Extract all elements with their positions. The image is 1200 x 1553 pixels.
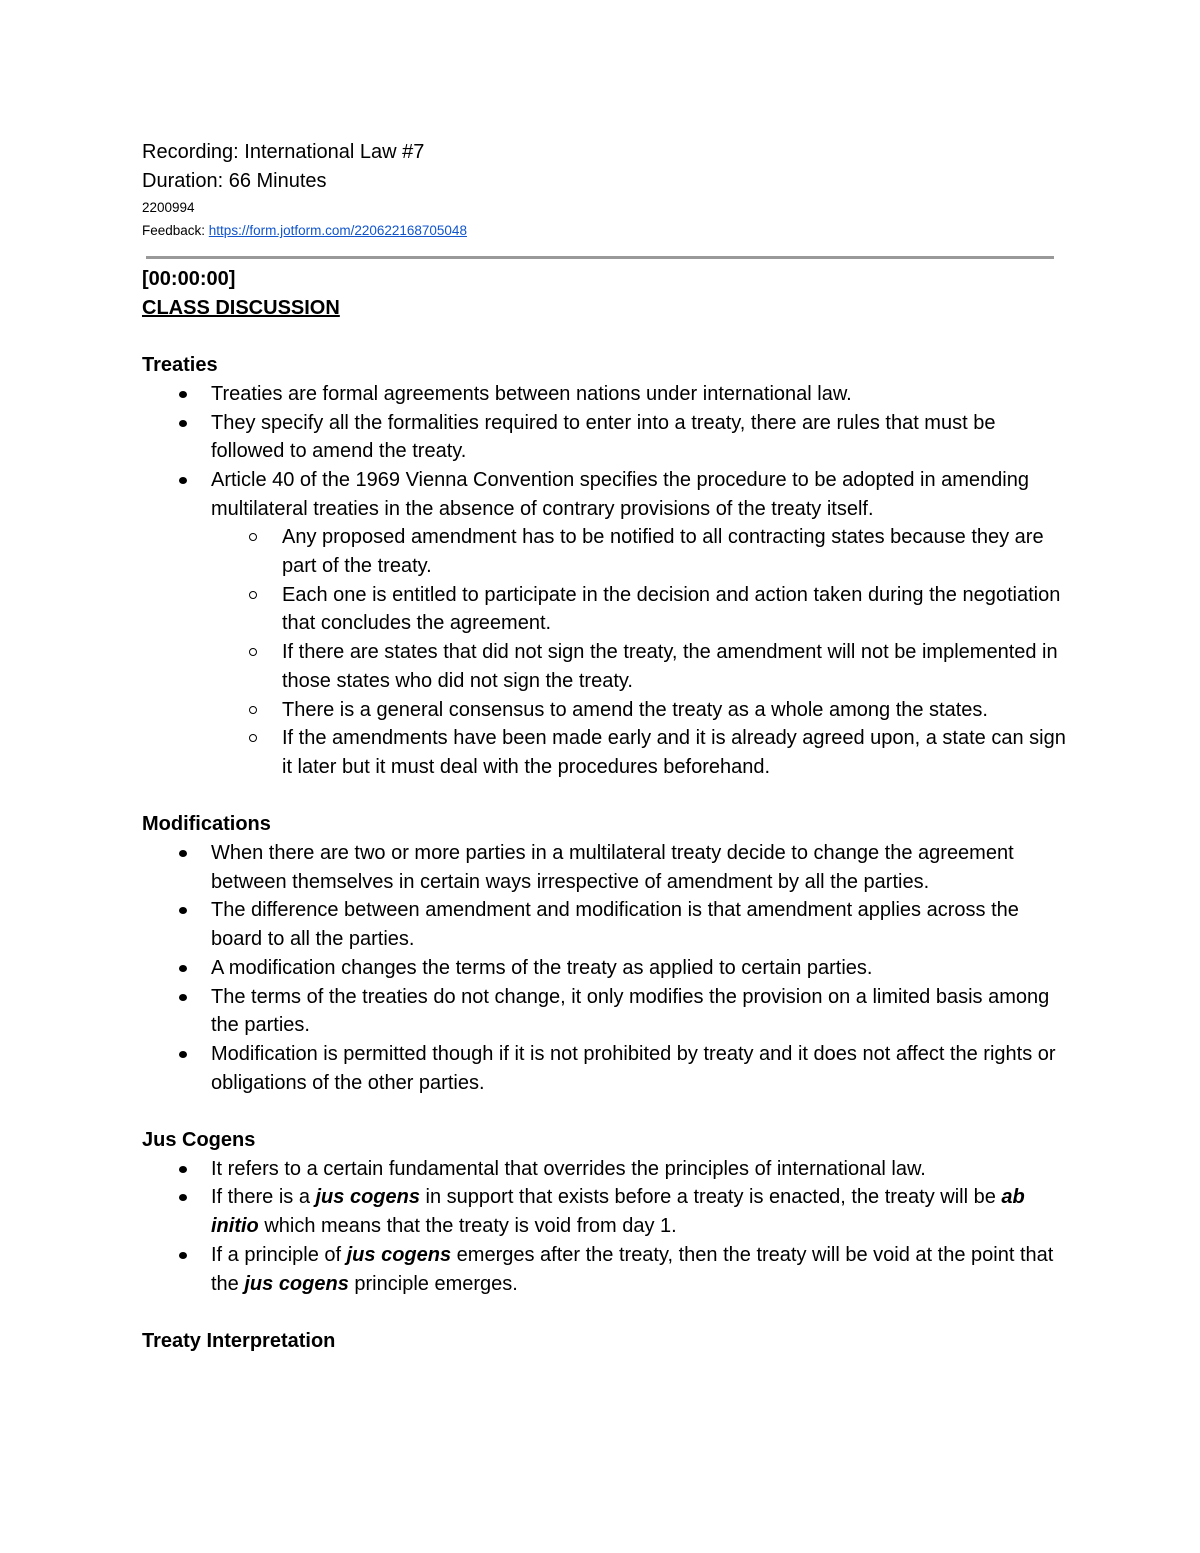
section-title-treaty-interpretation: Treaty Interpretation [142, 1329, 336, 1352]
timestamp: [00:00:00] [142, 268, 236, 290]
list-item: The difference between amendment and modification is that amendment applies across the board to all the parties. [142, 896, 1072, 953]
text-run: which means that the treaty is void from day 1. [258, 1215, 677, 1238]
duration-line: Duration: 66 Minutes [142, 170, 327, 192]
document-body [142, 265, 1072, 1356]
sub-list-item: There is a general consensus to amend the treaty as a whole among the states. [211, 696, 1072, 725]
text-run: If there is a [211, 1186, 316, 1209]
term-jus-cogens: jus cogens [346, 1243, 452, 1266]
recording-id: 2200994 [142, 200, 195, 215]
text-run: emerges after the treaty, then the treaty will be void at the point that the [211, 1243, 1054, 1295]
list-item: The terms of the treaties do not change, it only modifies the provision on a limited basis among the parties. [142, 983, 1072, 1040]
feedback-line [142, 219, 1062, 242]
recording-title: Recording: International Law #7 [142, 141, 425, 163]
section-title-treaties: Treaties [142, 354, 218, 377]
sub-list-item: If the amendments have been made early and it is already agreed upon, a state can sign it later but it must deal with the procedures beforehand. [211, 724, 1072, 781]
section-title-modifications: Modifications [142, 813, 271, 836]
list-item: Treaties are formal agreements between nations under international law. [142, 380, 1072, 409]
term-jus-cogens: jus cogens [244, 1272, 349, 1295]
sub-list-item: If there are states that did not sign the treaty, the amendment will not be implemented in those states who did not sign the treaty. [211, 638, 1072, 695]
treaties-sublist [211, 523, 1072, 781]
list-item [142, 466, 1072, 782]
document-header [142, 138, 1062, 242]
term-ab-initio: ab initio [211, 1186, 1025, 1238]
list-item [142, 1241, 1072, 1298]
treaties-list [142, 380, 1072, 782]
term-jus-cogens: jus cogens [315, 1186, 420, 1209]
section-title-jus-cogens: Jus Cogens [142, 1129, 256, 1152]
list-item [142, 1183, 1072, 1240]
list-item: A modification changes the terms of the treaty as applied to certain parties. [142, 954, 1072, 983]
list-item: They specify all the formalities required to enter into a treaty, there are rules that must be followed to amend the treaty. [142, 409, 1072, 466]
horizontal-divider [146, 256, 1054, 259]
sub-list-item: Each one is entitled to participate in the decision and action taken during the negotiation that concludes the agreement. [211, 581, 1072, 638]
class-discussion-title: CLASS DISCUSSION [142, 296, 340, 319]
feedback-link[interactable]: https://form.jotform.com/220622168705048 [208, 223, 467, 238]
list-item-text: Article 40 of the 1969 Vienna Convention specifies the procedure to be adopted in amending multilateral treaties in the absence of contrary provisions of the treaty itself. [211, 468, 1029, 520]
list-item: Modification is permitted though if it is not prohibited by treaty and it does not affect the rights or obligations of the other parties. [142, 1040, 1072, 1097]
text-run: in support that exists before a treaty is enacted, the treaty will be [419, 1186, 1002, 1209]
list-item: When there are two or more parties in a multilateral treaty decide to change the agreement between themselves in certain ways irrespective of amendment by all the parties. [142, 839, 1072, 896]
list-item: It refers to a certain fundamental that overrides the principles of international law. [142, 1155, 1072, 1184]
text-run: If a principle of [211, 1243, 347, 1266]
modifications-list [142, 839, 1072, 1097]
text-run: principle emerges. [348, 1272, 518, 1295]
sub-list-item: Any proposed amendment has to be notified to all contracting states because they are part of the treaty. [211, 523, 1072, 580]
feedback-label: Feedback: [142, 223, 209, 238]
jus-cogens-list [142, 1155, 1072, 1299]
